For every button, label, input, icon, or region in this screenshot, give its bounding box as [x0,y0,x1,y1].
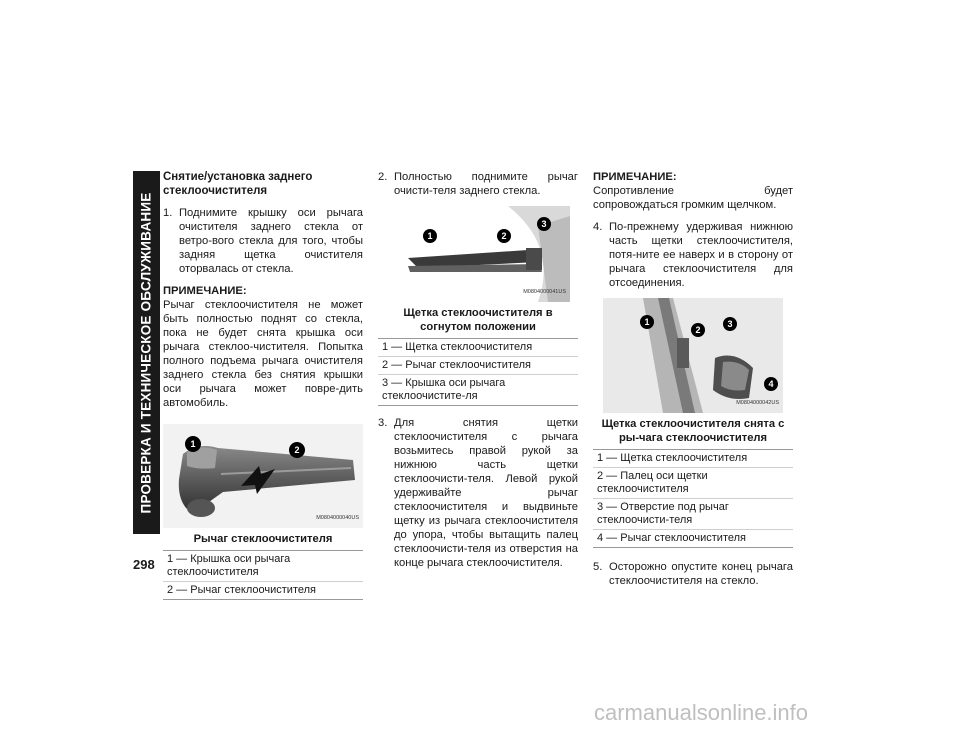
column-1 [163,170,363,610]
step-number: 2. [378,171,388,183]
figure-wiper-arm [163,424,363,528]
callout-2: 2 [501,231,507,241]
step-text: Полностью поднимите рычаг очисти-теля заднего стекла. [394,171,578,197]
step-text: По-прежнему удерживая нижнюю часть щетки стеклоочистителя, потя-ните ее наверх и в сторону от рычага стеклоочистителя для отсоединения. [609,221,793,289]
note-title: ПРИМЕЧАНИЕ: [593,171,677,183]
legend-item: 1 — Щетка стеклоочистителя [378,339,578,357]
figure-caption: Щетка стеклоочистителя в согнутом положении [403,307,553,333]
callout-4: 4 [768,379,774,389]
legend-item: 4 — Рычаг стеклоочистителя [597,532,746,544]
note-title: ПРИМЕЧАНИЕ: [163,285,247,297]
callout-3: 3 [541,219,547,229]
step-text: Осторожно опустите конец рычага стеклоочистителя на стекло. [609,561,793,587]
note-text: Рычаг стеклоочистителя не может быть полностью поднят со стекла, пока не будет снята крышка оси рычага стеклоо-чистителя. Попытка полного подъема рычага очистителя заднего стекла без снятия крышки оси рычага может повре-дить автомобиль. [163,299,363,409]
callout-3: 3 [727,319,733,329]
step-text: Для снятия щетки стеклоочистителя с рычага возьмитесь правой рукой за нижнюю часть щетки стеклоочисти-теля. Левой рукой удерживайте рычаг стеклоочистителя и выдвиньте щетку из рычага стеклоочистителя до упора, чтобы вытащить палец стеклоочисти-теля из отверстия на конце рычага стеклоочистителя. [394,417,578,569]
step-number: 1. [163,207,173,219]
watermark: carmanualsonline.info [594,700,809,725]
figure-legend [378,338,578,406]
legend-item: 3 — Крышка оси рычага стеклоочистите-ля [382,377,506,402]
section-heading: Снятие/установка заднего стеклоочистителя [163,171,313,197]
legend-item: 2 — Рычаг стеклоочистителя [167,584,316,596]
legend-item: 1 — Крышка оси рычага стеклоочистителя [163,551,363,582]
legend-item: 1 — Щетка стеклоочистителя [593,450,793,468]
note-text: Сопротивление будет сопровождаться громким щелчком. [593,185,793,211]
step-3 [378,416,578,570]
step-number: 5. [593,561,603,573]
figure-caption: Рычаг стеклоочистителя [193,533,333,545]
legend-item: 2 — Палец оси щетки стеклоочистителя [593,468,793,499]
legend-item: 2 — Рычаг стеклоочистителя [378,357,578,375]
column-3 [593,170,793,596]
callout-1: 1 [427,231,433,241]
page-number: 298 [133,557,155,572]
figure-code: M0804000041US [523,289,566,295]
step-number: 3. [378,417,388,429]
section-title: ПРОВЕРКА И ТЕХНИЧЕСКОЕ ОБСЛУЖИВАНИЕ [138,192,154,513]
figure-legend [163,550,363,600]
callout-2: 2 [294,445,300,455]
callout-1: 1 [644,317,650,327]
legend-item: 3 — Отверстие под рычаг стеклоочисти-теля [593,499,793,530]
figure-legend [593,449,793,548]
step-2 [378,170,578,198]
step-5 [593,560,793,588]
step-number: 4. [593,221,603,233]
callout-2: 2 [695,325,701,335]
column-2 [378,170,578,578]
figure-wiper-folded [388,206,570,302]
section-side-tab [133,171,160,534]
step-4 [593,220,793,290]
step-text: Поднимите крышку оси рычага очистителя заднего стекла от ветро-вого стекла для того, чтобы задняя щетка очистителя оторвалась от стекла. [179,207,363,275]
callout-1: 1 [190,439,196,449]
step-1 [163,206,363,276]
figure-caption: Щетка стеклоочистителя снята с ры-чага стеклоочистителя [601,418,785,444]
figure-wiper-removed [603,298,783,413]
figure-code: M0804000040US [316,515,359,521]
figure-code: M0804000042US [736,400,779,406]
